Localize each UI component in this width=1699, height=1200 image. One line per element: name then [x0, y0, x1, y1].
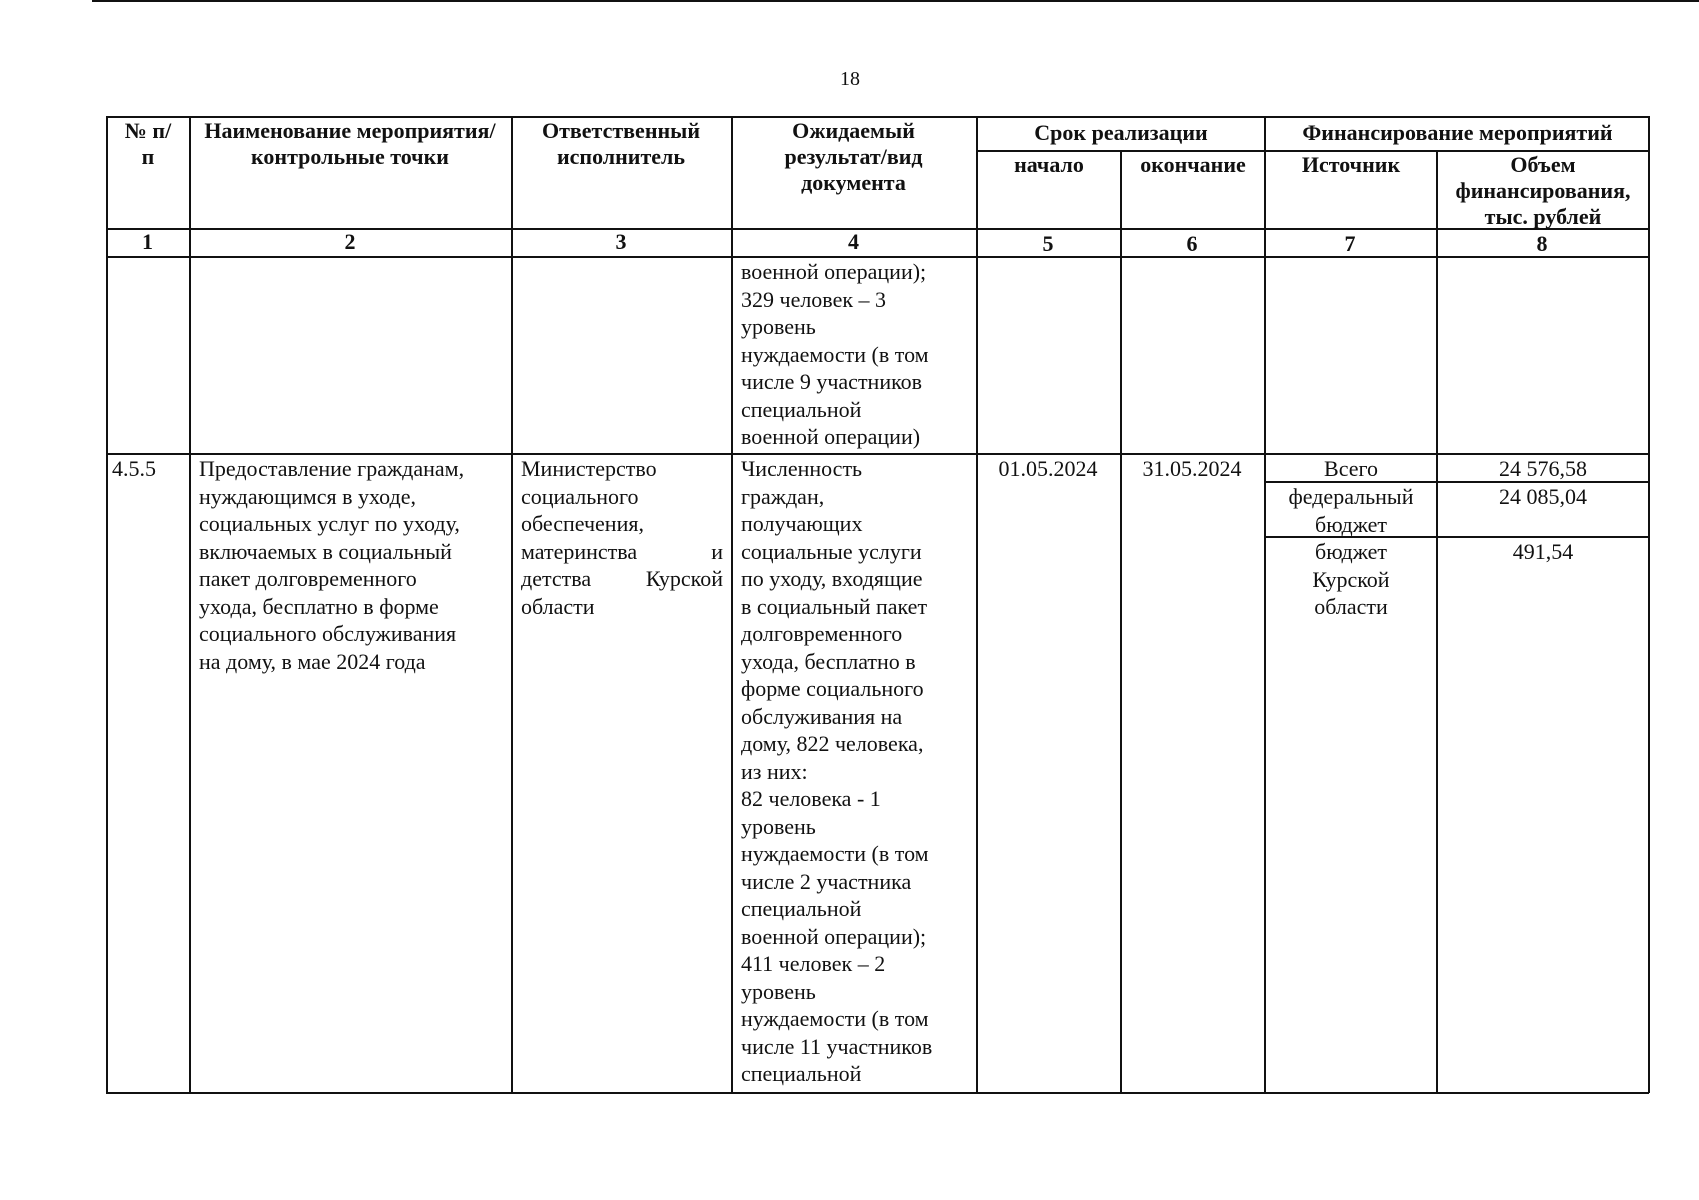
- text-line: уровень: [741, 314, 816, 339]
- text-line: области: [521, 593, 595, 619]
- funding-amount-regional: 491,54: [1512, 539, 1574, 564]
- rule-bottom: [106, 1092, 1649, 1094]
- header-term: Срок реализации: [1034, 120, 1208, 145]
- column-number: 3: [615, 229, 627, 254]
- funding-amount-federal: 24 085,04: [1499, 484, 1587, 509]
- text-line-split: [521, 565, 723, 593]
- header-result: Ожидаемый результат/вид документа: [784, 118, 923, 195]
- text-line: военной операции): [741, 424, 921, 449]
- text-line: нуждаемости (в том: [741, 1006, 929, 1031]
- text-line: в социальный пакет: [741, 593, 928, 619]
- text-line: из них:: [741, 758, 808, 784]
- row-name: [199, 455, 507, 675]
- rule-left: [106, 116, 108, 1093]
- text-line: социальных услуг по уходу,: [199, 511, 460, 536]
- text-line: ухода, бесплатно в форме: [199, 593, 439, 619]
- header-executor: Ответственный исполнитель: [541, 118, 701, 169]
- text-line: 329 человек – 3: [741, 286, 887, 312]
- text-line: включаемых в социальный: [199, 538, 452, 564]
- rule-col-3: [731, 116, 733, 1093]
- text-line: специальной: [741, 1061, 862, 1086]
- text-line: нуждающимся в уходе,: [199, 483, 416, 509]
- row-end-date: 31.05.2024: [1142, 456, 1242, 481]
- text-line: 411 человек – 2: [741, 951, 886, 976]
- text-line: по уходу, входящие: [741, 566, 923, 591]
- text-line: получающих: [741, 511, 863, 536]
- top-border-line: [92, 0, 1699, 2]
- text-line: уровень: [741, 813, 816, 839]
- text-line: Министерство: [521, 456, 657, 481]
- text-line: дому, 822 человека,: [741, 731, 924, 756]
- text-line: Предоставление гражданам,: [199, 456, 465, 481]
- text-line: нуждаемости (в том: [741, 341, 929, 367]
- text-line: специальной: [741, 896, 862, 921]
- column-number: 1: [142, 229, 153, 254]
- text-line: числе 2 участника: [741, 868, 912, 894]
- funding-source-regional: бюджет Курской области: [1312, 539, 1390, 619]
- text-line-split: [521, 538, 723, 566]
- funding-source-total: Всего: [1324, 456, 1378, 481]
- column-number: 2: [344, 229, 356, 254]
- row-number: 4.5.5: [112, 456, 156, 481]
- text-line: социального обслуживания: [199, 621, 457, 646]
- text-line: ухода, бесплатно в: [741, 648, 916, 674]
- column-number: 4: [848, 229, 859, 254]
- text-line: пакет долговременного: [199, 566, 417, 591]
- text-line: специальной: [741, 396, 862, 422]
- text-word: детства: [521, 566, 592, 591]
- text-line: нуждаемости (в том: [741, 841, 929, 866]
- column-number: 8: [1536, 231, 1548, 256]
- text-line: социальные услуги: [741, 538, 922, 564]
- text-line: на дому, в мае 2024 года: [199, 648, 426, 674]
- row-start-date: 01.05.2024: [998, 456, 1098, 481]
- rule-col-7: [1436, 150, 1438, 1093]
- text-line: долговременного: [741, 621, 903, 646]
- rule-col-6: [1264, 116, 1266, 1093]
- text-line: обслуживания на: [741, 703, 903, 729]
- rule-col-4: [976, 116, 978, 1093]
- row-executor: [521, 455, 723, 620]
- header-number: № п/п: [124, 118, 172, 169]
- activities-table: [106, 116, 1649, 1093]
- page-number: 18: [840, 68, 860, 90]
- text-line: форме социального: [741, 676, 924, 701]
- text-line: 82 человека - 1: [741, 786, 881, 811]
- header-name: Наименование мероприятия/контрольные точки: [204, 118, 496, 169]
- text-line: социального: [521, 483, 639, 509]
- funding-amount-total: 24 576,58: [1499, 456, 1587, 481]
- header-financing: Финансирование мероприятий: [1302, 120, 1613, 145]
- text-line: уровень: [741, 978, 816, 1004]
- text-line: числе 9 участников: [741, 369, 923, 394]
- text-word: и: [711, 538, 723, 564]
- rule-col-1: [189, 116, 191, 1093]
- continuation-result: [741, 258, 971, 451]
- text-line: военной операции);: [741, 259, 927, 284]
- header-end: окончание: [1140, 152, 1246, 177]
- text-word: материнства: [521, 538, 638, 564]
- column-number: 7: [1344, 231, 1356, 256]
- text-line: Численность: [741, 456, 863, 481]
- column-number: 6: [1186, 231, 1198, 256]
- rule-right: [1648, 116, 1650, 1093]
- rule-col-5: [1120, 150, 1122, 1093]
- rule-col-2: [511, 116, 513, 1093]
- header-amount: Объем финансирования, тыс. рублей: [1455, 152, 1631, 229]
- text-line: военной операции);: [741, 923, 927, 949]
- header-start: начало: [1014, 152, 1084, 177]
- text-line: граждан,: [741, 483, 825, 509]
- header-source: Источник: [1301, 152, 1401, 177]
- column-number: 5: [1042, 231, 1054, 256]
- row-result: [741, 455, 973, 1088]
- text-line: обеспечения,: [521, 511, 644, 536]
- text-line: числе 11 участников: [741, 1033, 933, 1059]
- text-word: Курской: [645, 566, 723, 591]
- funding-source-federal: федеральный бюджет: [1288, 484, 1414, 537]
